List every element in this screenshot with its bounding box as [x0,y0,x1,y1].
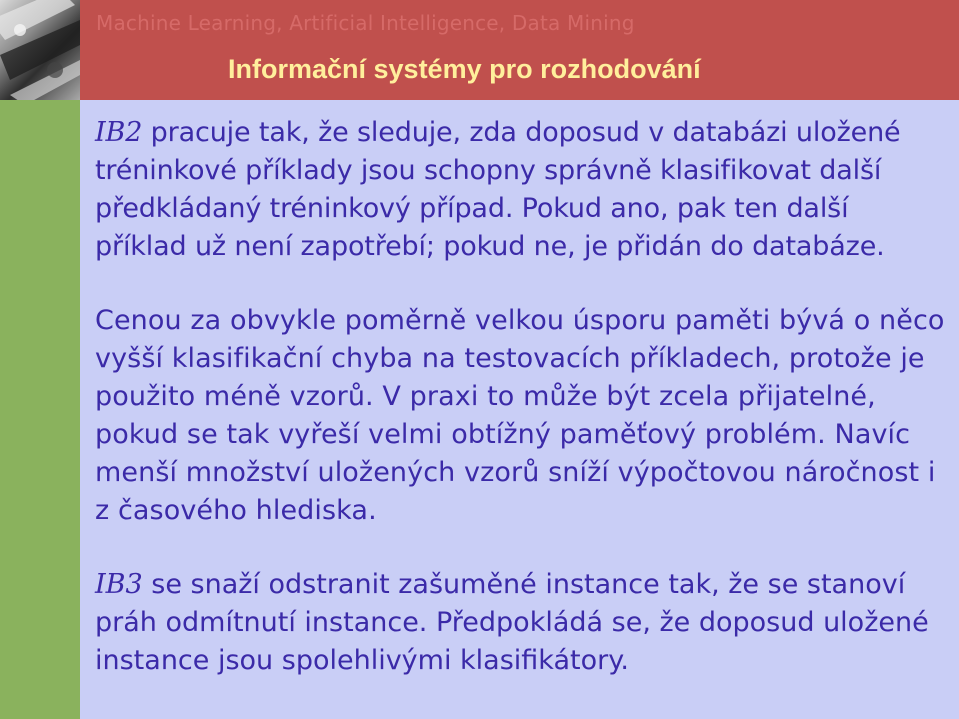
slide-body [95,114,945,680]
paragraph-ib3 [95,566,945,680]
paragraph-cost-text: Cenou za obvykle poměrně velkou úsporu paměti bývá o něco vyšší klasifikační chyba na testovacích příkladech, protože je použito méně vzorů. V praxi to může být zcela přijatelné, pokud se tak vyřeší velmi obtížný paměťový problém. Navíc menší množství uložených vzorů sníží výpočtovou náročnost i z časového hlediska. [95,305,945,526]
term-ib2: IB2 [95,117,143,148]
course-subject: Machine Learning, Artificial Intelligence, Data Mining [96,11,635,35]
paragraph-ib2-text: pracuje tak, že sleduje, zda doposud v databázi uložené tréninkové příklady jsou schopny správně klasifikovat další předkládaný tréninkový případ. Pokud ano, pak ten další příklad už není zapotřebí; pokud ne, je přidán do databáze. [95,117,901,262]
left-accent-band [0,100,80,719]
paragraph-ib2 [95,114,945,266]
paragraph-cost [95,302,945,530]
header-image [0,0,80,100]
header-bar [80,0,959,100]
term-ib3: IB3 [95,569,143,600]
paragraph-ib3-text: se snaží odstranit zašuměné instance tak, že se stanoví práh odmítnutí instance. Předpokládá se, že doposud uložené instance jsou spolehlivými klasifikátory. [95,569,929,676]
slide-title: Informační systémy pro rozhodování [228,54,701,84]
